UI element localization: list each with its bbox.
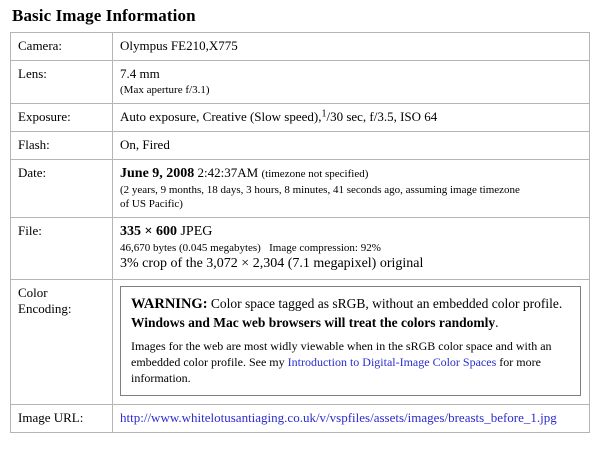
warning-keyword: WARNING:	[131, 295, 208, 312]
exposure-mode: Auto exposure, Creative (Slow speed),	[120, 108, 322, 124]
lens-max-aperture: (Max aperture f/3.1)	[120, 83, 210, 96]
image-information-table	[10, 32, 590, 433]
color-warning-line	[131, 295, 571, 331]
table-row-image-url	[11, 404, 590, 432]
date-time: 2:42:37AM	[197, 165, 259, 181]
file-label: File:	[11, 218, 113, 279]
color-warning-box	[120, 286, 581, 396]
table-row-file	[11, 218, 590, 279]
table-row-flash	[11, 132, 590, 160]
color-warning-body	[131, 338, 571, 387]
table-row-exposure	[11, 103, 590, 131]
exposure-label: Exposure:	[11, 103, 113, 131]
color-spaces-link[interactable]: Introduction to Digital-Image Color Spaces	[287, 355, 497, 370]
warning-text: Color space tagged as sRGB, without an embedded color profile.	[210, 295, 563, 311]
table-row-lens	[11, 61, 590, 104]
warning-period: .	[495, 314, 499, 330]
date-ago-line-1: (2 years, 9 months, 18 days, 3 hours, 8 minutes, 41 seconds ago, assuming image timezone	[120, 183, 520, 196]
page-title: Basic Image Information	[12, 6, 196, 25]
date-ago-line-2: of US Pacific)	[120, 198, 183, 211]
file-bytes-line	[120, 241, 583, 255]
file-value	[113, 218, 590, 279]
color-encoding-label	[11, 279, 113, 404]
date-timezone-note: (timezone not specified)	[261, 168, 369, 181]
color-encoding-label-line-2: Encoding:	[18, 300, 72, 316]
file-size-line	[120, 223, 583, 241]
camera-label: Camera:	[11, 33, 113, 61]
lens-label: Lens:	[11, 61, 113, 104]
file-dimensions: 335 × 600	[120, 224, 177, 240]
date-line	[120, 165, 583, 183]
date-value	[113, 160, 590, 218]
camera-value: Olympus FE210,X775	[113, 33, 590, 61]
shutter-rest: /30 sec, f/3.5, ISO 64	[326, 108, 438, 124]
warning-emphasis: Windows and Mac web browsers will treat the colors randomly	[131, 314, 496, 330]
color-body-pre: Images for the web are most widly viewable when in the sRGB color space and with an embedded color profile. See my	[131, 339, 552, 370]
color-encoding-value	[113, 279, 590, 404]
table-row-camera	[11, 33, 590, 61]
lens-focal-length: 7.4 mm	[120, 66, 160, 82]
file-format: JPEG	[180, 224, 213, 240]
image-url-value	[113, 404, 590, 432]
flash-label: Flash:	[11, 132, 113, 160]
color-body-post: for more information.	[131, 355, 541, 386]
lens-value	[113, 61, 590, 104]
flash-value: On, Fired	[113, 132, 590, 160]
file-compression: Image compression: 92%	[269, 241, 381, 254]
file-crop-line: 3% crop of the 3,072 × 2,304 (7.1 megapixel) original	[120, 256, 424, 272]
date-label: Date:	[11, 160, 113, 218]
table-row-color-encoding	[11, 279, 590, 404]
shutter-numerator: 1	[321, 108, 327, 120]
image-url-link[interactable]: http://www.whitelotusantiaging.co.uk/v/vspfiles/assets/images/breasts_before_1.jpg	[120, 409, 557, 425]
image-url-label: Image URL:	[11, 404, 113, 432]
table-row-date	[11, 160, 590, 218]
file-bytes: 46,670 bytes (0.045 megabytes)	[120, 241, 261, 254]
color-encoding-label-line-1: Color	[18, 284, 48, 300]
date-text: June 9, 2008	[120, 166, 195, 182]
exposure-value	[113, 103, 590, 131]
